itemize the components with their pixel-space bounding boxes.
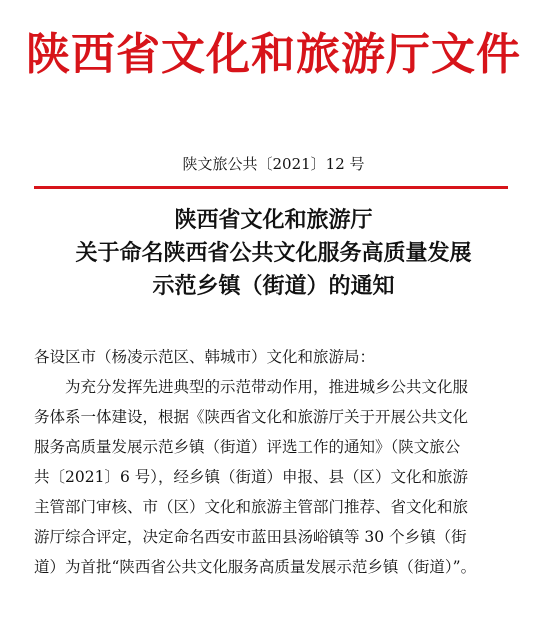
body-paragraph [34,372,514,582]
notice-title [0,204,547,303]
body-line: 务体系一体建设，根据《陕西省文化和旅游厅关于开展公共文化 [34,408,469,426]
body-line: 道）为首批“陕西省公共文化服务高质量发展示范乡镇（街道）”。 [34,558,477,576]
title-line: 示范乡镇（街道）的通知 [152,273,395,299]
body-line: 主管部门审核、市（区）文化和旅游主管部门推荐、省文化和旅 [34,498,469,516]
body-line: 游厅综合评定，决定命名西安市蓝田县汤峪镇等 30 个乡镇（街 [34,528,467,546]
body-line: 为充分发挥先进典型的示范带动作用，推进城乡公共文化服 [65,378,469,396]
title-line: 陕西省文化和旅游厅 [174,207,373,233]
title-line: 关于命名陕西省公共文化服务高质量发展 [75,240,472,266]
body-line: 服务高质量发展示范乡镇（街道）评选工作的通知》（陕文旅公 [34,438,461,456]
salutation: 各设区市（杨凌示范区、韩城市）文化和旅游局： [34,348,376,366]
document-number: 陕文旅公共〔2021〕12 号 [182,155,365,173]
body-line: 共〔2021〕6 号），经乡镇（街道）申报、县（区）文化和旅游 [34,468,468,486]
red-divider-line [34,186,508,189]
letterhead-title: 陕西省文化和旅游厅文件 [26,29,521,80]
